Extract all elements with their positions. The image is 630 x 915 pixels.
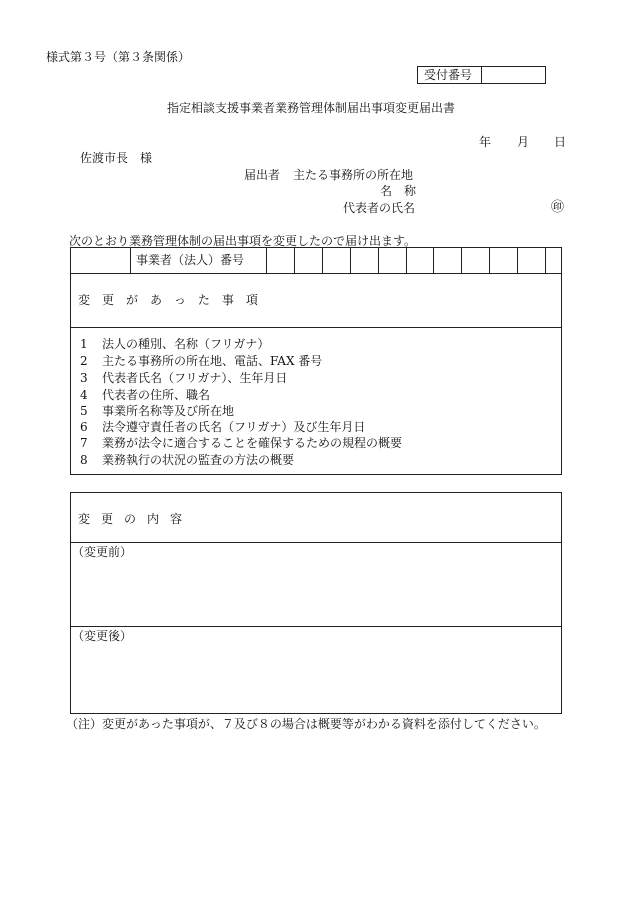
list-item: 4 代表者の住所、職名: [80, 388, 211, 402]
notifier-rep-label: 代表者の氏名: [343, 201, 416, 215]
id-cell-border: [433, 247, 434, 273]
list-item: 8 業務執行の状況の監査の方法の概要: [80, 453, 295, 467]
addressee: 佐渡市長 様: [80, 151, 153, 165]
id-cell-border: [350, 247, 351, 273]
list-item: 2 主たる事務所の所在地、電話、FAX 番号: [80, 354, 323, 368]
heading-divider: [70, 327, 562, 328]
date-month: 月: [517, 135, 530, 149]
after-field[interactable]: [72, 630, 558, 712]
id-row-left-border: [130, 247, 131, 273]
intro-text: 次のとおり業務管理体制の届出事項を変更したので届け出ます。: [69, 234, 417, 248]
list-item: 6 法令遵守責任者の氏名（フリガナ）及び生年月日: [80, 420, 366, 434]
list-item: 1 法人の種別、名称（フリガナ）: [80, 337, 270, 351]
notifier-label: 届出者: [244, 168, 281, 182]
notifier-name-label: 名 称: [380, 184, 417, 198]
before-label: （変更前）: [72, 545, 133, 559]
business-id-label: 事業者（法人）番号: [136, 253, 245, 267]
id-cell-border: [378, 247, 379, 273]
receipt-label: 受付番号: [424, 68, 473, 82]
id-cell-border: [461, 247, 462, 273]
seal-mark: ㊞: [551, 200, 565, 215]
after-label: （変更後）: [72, 629, 133, 643]
id-row-divider: [70, 273, 562, 274]
list-item: 5 事業所名称等及び所在地: [80, 404, 235, 418]
date-year: 年: [479, 135, 492, 149]
id-cell-border: [322, 247, 323, 273]
before-field[interactable]: [72, 546, 558, 624]
footnote: （注）変更があった事項が、７及び８の場合は概要等がわかる資料を添付してください。: [66, 717, 546, 731]
id-cell-border: [266, 247, 267, 273]
notifier-address-label: 主たる事務所の所在地: [293, 168, 414, 182]
change-items-heading: 変更があった事項: [78, 293, 270, 307]
receipt-divider: [481, 66, 482, 84]
list-item: 3 代表者氏名（フリガナ）、生年月日: [80, 371, 288, 385]
id-cell-border: [545, 247, 546, 273]
id-cell-border: [406, 247, 407, 273]
id-cell-border: [489, 247, 490, 273]
change-content-heading: 変更の内容: [78, 512, 194, 526]
before-after-divider: [70, 626, 562, 627]
id-cell-border: [517, 247, 518, 273]
list-item: 7 業務が法令に適合することを確保するための規程の概要: [80, 436, 403, 450]
form-number: 様式第３号（第３条関係）: [46, 50, 191, 64]
id-cell-border: [294, 247, 295, 273]
document-title: 指定相談支援事業者業務管理体制届出事項変更届出書: [167, 101, 456, 115]
content-heading-divider: [70, 542, 562, 543]
date-day: 日: [554, 135, 567, 149]
